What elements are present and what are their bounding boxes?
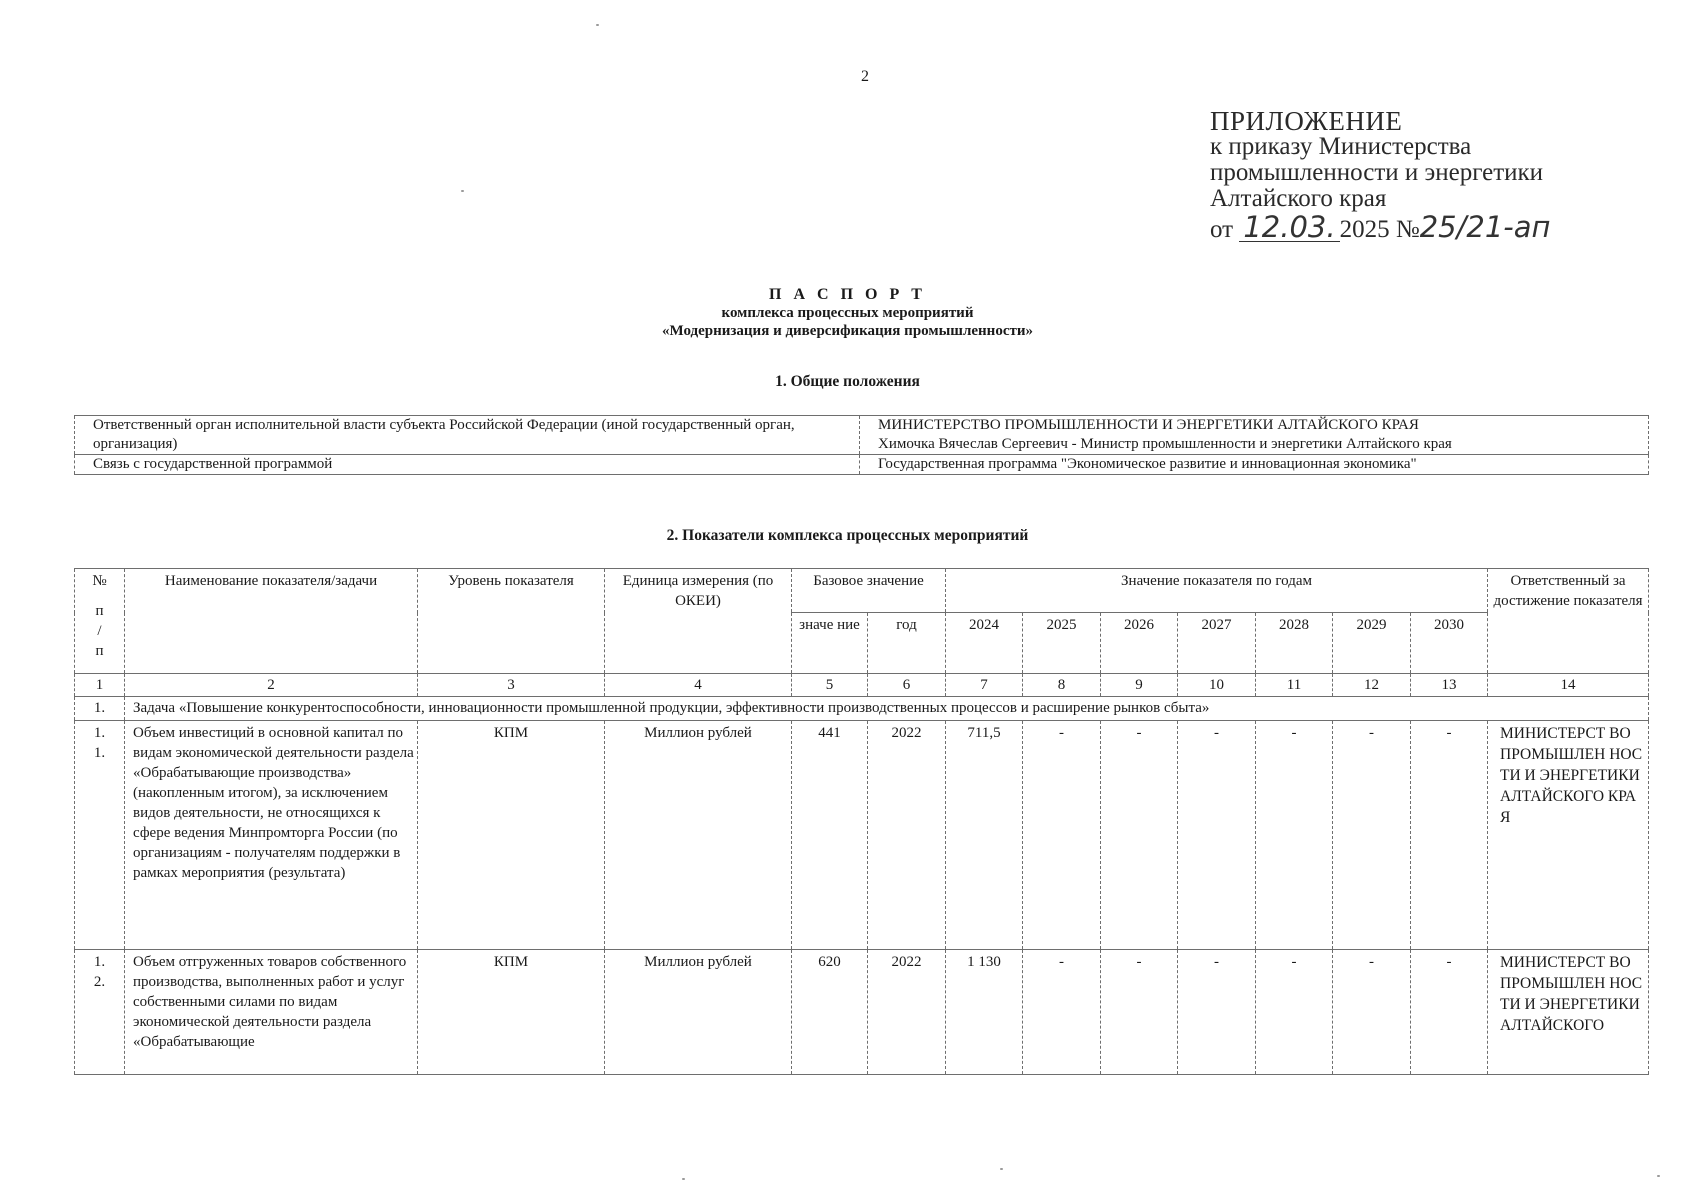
value-2025: - — [1023, 721, 1101, 950]
scan-speck — [682, 1178, 685, 1180]
program-link-label: Связь с государственной программой — [75, 455, 860, 475]
responsible-body-value — [860, 416, 1649, 455]
indicator-name: Объем инвестиций в основной капитал по видам экономической деятельности раздела «Обрабатывающие производства» (накопленным итогом), за исключением видов деятельности, не относящихся к сфере ведения Минпромторга России (по организациям - получателям поддержки в рамках мероприятия (результата) — [125, 721, 418, 950]
program-link-value: Государственная программа "Экономическое развитие и инновационная экономика" — [860, 455, 1649, 475]
col-number: 6 — [868, 674, 946, 697]
header-base-value: значе ние — [792, 613, 868, 674]
value-2024: 711,5 — [946, 721, 1023, 950]
responsible-org: МИНИСТЕРСТ ВО ПРОМЫШЛЕН НОСТИ И ЭНЕРГЕТИКИ АЛТАЙСКОГО КРАЯ — [1488, 721, 1649, 950]
scan-speck — [1000, 1168, 1003, 1170]
table-row — [75, 950, 1649, 1075]
page-number: 2 — [861, 68, 869, 85]
col-number: 1 — [75, 674, 125, 697]
passport-heading — [0, 286, 1695, 340]
header-num — [75, 569, 125, 674]
indicator-unit: Миллион рублей — [605, 721, 792, 950]
header-year-2026: 2026 — [1101, 613, 1178, 674]
indicator-level: КПМ — [418, 721, 605, 950]
base-year: 2022 — [868, 950, 946, 1075]
order-date-line — [1210, 210, 1670, 244]
value-2028: - — [1256, 721, 1333, 950]
value-2026: - — [1101, 950, 1178, 1075]
header-level: Уровень показателя — [418, 569, 605, 674]
table-row — [75, 721, 1649, 950]
header-year-2029: 2029 — [1333, 613, 1411, 674]
ministry-name: МИНИСТЕРСТВО ПРОМЫШЛЕННОСТИ И ЭНЕРГЕТИКИ АЛТАЙСКОГО КРАЯ — [878, 417, 1419, 433]
appendix-line-1: к приказу Министерства — [1210, 133, 1472, 160]
table-row — [75, 455, 1649, 475]
value-2025: - — [1023, 950, 1101, 1075]
value-2027: - — [1178, 721, 1256, 950]
col-number: 2 — [125, 674, 418, 697]
section-2-title: 2. Показатели комплекса процессных мероприятий — [666, 527, 1029, 544]
responsible-org: МИНИСТЕРСТ ВО ПРОМЫШЛЕН НОСТИ И ЭНЕРГЕТИКИ АЛТАЙСКОГО — [1488, 950, 1649, 1075]
col-number: 12 — [1333, 674, 1411, 697]
base-year: 2022 — [868, 721, 946, 950]
task-row — [75, 697, 1649, 721]
header-unit: Единица измерения (по ОКЕИ) — [605, 569, 792, 674]
base-value: 441 — [792, 721, 868, 950]
header-num-sign: № — [92, 573, 107, 589]
column-numbers-row — [75, 674, 1649, 697]
col-number: 14 — [1488, 674, 1649, 697]
scan-speck — [596, 24, 599, 26]
passport-title: П А С П О Р Т — [769, 286, 926, 303]
date-prefix: от — [1210, 216, 1234, 243]
appendix-line-2: промышленности и энергетики — [1210, 159, 1544, 186]
handwritten-date: 12.03. — [1239, 214, 1339, 242]
col-number: 10 — [1178, 674, 1256, 697]
general-provisions-table — [74, 415, 1649, 475]
appendix-block — [1210, 108, 1670, 243]
minister-name: Химочка Вячеслав Сергеевич - Министр промышленности и энергетики Алтайского края — [878, 436, 1452, 452]
responsible-body-label: Ответственный орган исполнительной власти субъекта Российской Федерации (иной государственный орган, организация) — [75, 416, 860, 455]
header-base-year: год — [868, 613, 946, 674]
table-row — [75, 416, 1649, 455]
col-number: 9 — [1101, 674, 1178, 697]
indicator-level: КПМ — [418, 950, 605, 1075]
order-year: 2025 — [1339, 216, 1390, 243]
value-2030: - — [1411, 950, 1488, 1075]
header-year-2028: 2028 — [1256, 613, 1333, 674]
scan-speck — [1657, 1175, 1660, 1177]
col-number: 8 — [1023, 674, 1101, 697]
header-year-2027: 2027 — [1178, 613, 1256, 674]
section-1-title: 1. Общие положения — [775, 373, 920, 390]
indicators-table — [74, 568, 1649, 1075]
header-responsible: Ответственный за достижение показателя — [1488, 569, 1649, 674]
value-2029: - — [1333, 950, 1411, 1075]
value-2026: - — [1101, 721, 1178, 950]
header-num-sub: п / п — [95, 603, 104, 659]
header-values-by-year: Значение показателя по годам — [946, 569, 1488, 613]
table-header-row — [75, 569, 1649, 613]
value-2028: - — [1256, 950, 1333, 1075]
col-number: 3 — [418, 674, 605, 697]
row-num: 1. 1. — [75, 721, 125, 950]
header-year-2024: 2024 — [946, 613, 1023, 674]
task-text: Задача «Повышение конкурентоспособности, инновационности промышленной продукции, эффективности производственных процессов и расширение рынков сбыта» — [125, 697, 1649, 721]
value-2029: - — [1333, 721, 1411, 950]
col-number: 4 — [605, 674, 792, 697]
header-year-2025: 2025 — [1023, 613, 1101, 674]
number-sign: № — [1395, 216, 1420, 243]
header-name: Наименование показателя/задачи — [125, 569, 418, 674]
col-number: 7 — [946, 674, 1023, 697]
appendix-line-3: Алтайского края — [1210, 185, 1387, 212]
passport-subtitle-2: «Модернизация и диверсификация промышленности» — [661, 323, 1033, 339]
col-number: 13 — [1411, 674, 1488, 697]
passport-subtitle-1: комплекса процессных мероприятий — [721, 305, 974, 321]
row-num: 1. 2. — [75, 950, 125, 1075]
value-2024: 1 130 — [946, 950, 1023, 1075]
indicator-name: Объем отгруженных товаров собственного производства, выполненных работ и услуг собственными силами по видам экономической деятельности раздела «Обрабатывающие — [125, 950, 418, 1075]
scan-speck — [461, 190, 464, 192]
handwritten-order-number: 25/21-ап — [1419, 210, 1551, 244]
header-year-2030: 2030 — [1411, 613, 1488, 674]
col-number: 5 — [792, 674, 868, 697]
base-value: 620 — [792, 950, 868, 1075]
header-base: Базовое значение — [792, 569, 946, 613]
task-num: 1. — [75, 697, 125, 721]
value-2027: - — [1178, 950, 1256, 1075]
indicator-unit: Миллион рублей — [605, 950, 792, 1075]
value-2030: - — [1411, 721, 1488, 950]
appendix-title: ПРИЛОЖЕНИЕ — [1210, 106, 1403, 136]
col-number: 11 — [1256, 674, 1333, 697]
